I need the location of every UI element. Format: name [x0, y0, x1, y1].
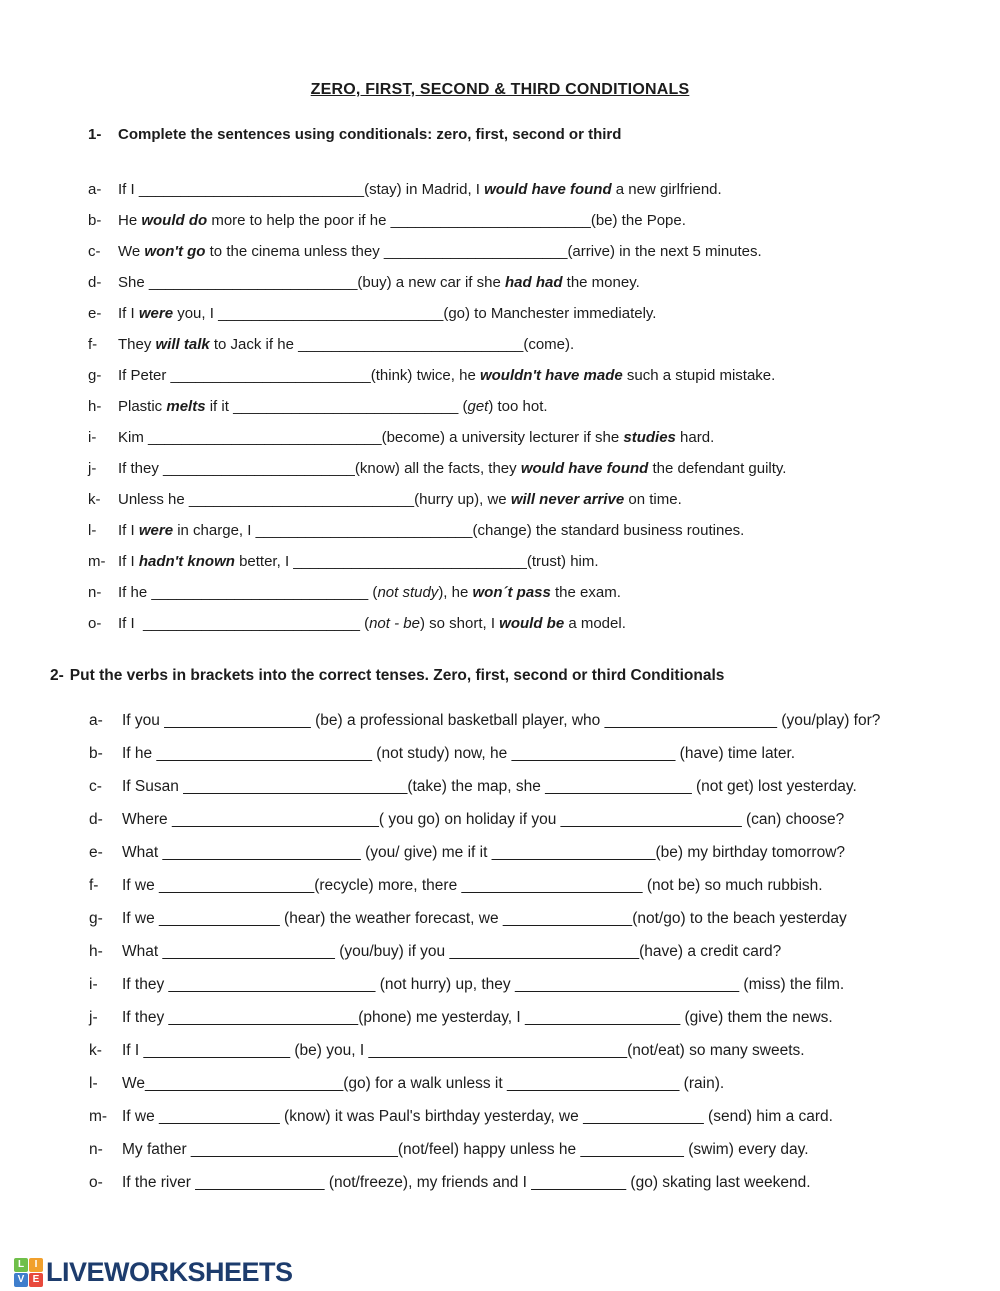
text-segment: (buy) a new car if she	[357, 274, 505, 291]
item-letter: b-	[88, 212, 102, 229]
text-segment: won't go	[144, 243, 206, 260]
blank-line[interactable]: ____________________________	[293, 553, 527, 570]
text-segment: (hurry up), we	[414, 491, 511, 508]
logo-square-l: L	[14, 1258, 28, 1272]
text-segment: If he	[122, 745, 157, 762]
section-1-heading	[88, 125, 1000, 144]
blank-line[interactable]: ________________________	[171, 811, 379, 828]
text-segment: get	[467, 398, 489, 415]
exercise-list	[89, 704, 1000, 1199]
section-heading-text: Complete the sentences using conditionals: zero, first, second or third	[118, 126, 622, 143]
text-segment: (become) a university lecturer if she	[381, 429, 624, 446]
text-segment: What	[122, 844, 163, 861]
text-segment: (come).	[523, 336, 575, 353]
exercise-list	[88, 174, 1000, 639]
item-letter: m-	[88, 553, 106, 570]
text-segment: (go) skating last weekend.	[626, 1174, 811, 1191]
text-segment: (swim) every day.	[683, 1141, 809, 1158]
text-segment: wouldn't have made	[479, 367, 623, 384]
exercise-item-j	[89, 1001, 1000, 1034]
text-segment: We	[122, 1075, 145, 1092]
text-segment: ) so short, I	[419, 615, 500, 632]
text-segment: She	[118, 274, 149, 291]
text-segment: on time.	[624, 491, 682, 508]
blank-line[interactable]: _____________________	[461, 877, 643, 894]
exercise-item-l	[89, 1067, 1000, 1100]
item-letter: i-	[89, 976, 98, 993]
item-letter: f-	[88, 336, 98, 353]
logo-text: LIVEWORKSHEETS	[46, 1257, 293, 1287]
text-segment: such a stupid mistake.	[622, 367, 776, 384]
text-segment: hadn't known	[138, 553, 235, 570]
text-segment: the defendant guilty.	[648, 460, 787, 477]
blank-line[interactable]: ____________________	[506, 1075, 680, 1092]
text-segment: (know) all the facts, they	[354, 460, 521, 477]
blank-line[interactable]: ___________________	[491, 844, 656, 861]
text-segment: (phone) me yesterday, I	[358, 1009, 526, 1026]
item-letter: k-	[89, 1042, 102, 1059]
exercise-item-c	[88, 236, 1000, 267]
item-letter: o-	[88, 615, 102, 632]
blank-line[interactable]: ______________________	[383, 243, 568, 260]
exercise-item-c	[89, 770, 1000, 803]
item-letter: n-	[89, 1141, 103, 1158]
text-segment: If Peter	[118, 367, 171, 384]
liveworksheets-logo-icon	[14, 1258, 43, 1287]
exercise-item-b	[88, 205, 1000, 236]
text-segment: (be) my birthday tomorrow?	[655, 844, 846, 861]
text-segment: were	[138, 305, 174, 322]
text-segment: ) too hot.	[488, 398, 548, 415]
text-segment: (not/feel) happy unless he	[397, 1141, 581, 1158]
item-letter: h-	[89, 943, 103, 960]
text-segment: If I	[118, 522, 139, 539]
item-letter: e-	[89, 844, 103, 861]
worksheet-title: ZERO, FIRST, SECOND & THIRD CONDITIONALS	[310, 81, 690, 98]
text-segment: (recycle) more, there	[314, 877, 462, 894]
text-segment: If you	[122, 712, 165, 729]
item-letter: b-	[89, 745, 103, 762]
blank-line[interactable]: ___________________________	[298, 336, 524, 353]
text-segment: If we	[122, 877, 160, 894]
text-segment: If we	[122, 1108, 160, 1125]
blank-line[interactable]: ____________________	[162, 943, 335, 960]
text-segment: better, I	[234, 553, 294, 570]
item-letter: d-	[89, 811, 103, 828]
blank-line[interactable]: _______________________	[144, 1075, 344, 1092]
text-segment: (	[458, 398, 468, 415]
text-segment: not study	[377, 584, 439, 601]
text-segment: If we	[122, 910, 160, 927]
text-segment: not - be	[369, 615, 420, 632]
exercise-item-i	[89, 968, 1000, 1001]
blank-line[interactable]: _________________	[545, 778, 692, 795]
blank-line[interactable]: ____________________________	[148, 429, 382, 446]
section-2-heading	[50, 666, 1000, 685]
blank-line[interactable]: _________________	[164, 712, 311, 729]
text-segment: would have found	[520, 460, 649, 477]
section-number: 2-	[50, 667, 64, 684]
exercise-item-k	[88, 484, 1000, 515]
item-letter: l-	[89, 1075, 98, 1092]
text-segment: (can) choose?	[741, 811, 845, 828]
exercise-item-f	[88, 329, 1000, 360]
item-letter: g-	[89, 910, 103, 927]
exercise-item-e	[88, 298, 1000, 329]
blank-line[interactable]: ___________________________	[138, 181, 365, 198]
exercise-item-k	[89, 1034, 1000, 1067]
text-segment: (	[359, 615, 370, 632]
item-letter: n-	[88, 584, 102, 601]
text-segment: (give) them the news.	[680, 1009, 833, 1026]
blank-line[interactable]: __________________	[525, 1009, 681, 1026]
text-segment: had had	[504, 274, 563, 291]
text-segment: He	[118, 212, 142, 229]
exercise-item-m	[89, 1100, 1000, 1133]
text-segment: If they	[118, 460, 164, 477]
exercise-item-h	[88, 391, 1000, 422]
text-segment: will talk	[155, 336, 210, 353]
exercise-item-n	[89, 1133, 1000, 1166]
text-segment: (be) the Pope.	[590, 212, 686, 229]
text-segment: If the river	[122, 1174, 196, 1191]
text-segment: We	[118, 243, 145, 260]
exercise-sections	[0, 125, 1000, 1199]
item-letter: i-	[88, 429, 97, 446]
text-segment: won´t pass	[472, 584, 551, 601]
text-segment: a new girlfriend.	[611, 181, 722, 198]
exercise-item-a	[88, 174, 1000, 205]
exercise-item-a	[89, 704, 1000, 737]
item-letter: m-	[89, 1108, 108, 1125]
item-letter: d-	[88, 274, 102, 291]
text-segment: if it	[205, 398, 234, 415]
text-segment: (have) time later.	[675, 745, 796, 762]
exercise-item-m	[88, 546, 1000, 577]
logo-square-e: E	[29, 1273, 43, 1287]
text-segment: would do	[141, 212, 208, 229]
blank-line[interactable]: ___________________________	[233, 398, 459, 415]
blank-line[interactable]: ______________________	[449, 943, 640, 960]
exercise-item-d	[89, 803, 1000, 836]
logo-square-v: V	[14, 1273, 28, 1287]
exercise-item-g	[88, 360, 1000, 391]
text-segment: a model.	[564, 615, 626, 632]
text-segment: My father	[122, 1141, 191, 1158]
item-letter: a-	[89, 712, 103, 729]
exercise-item-i	[88, 422, 1000, 453]
item-letter: f-	[89, 877, 99, 894]
blank-line[interactable]: ___________________________	[188, 491, 415, 508]
text-segment: would have found	[484, 181, 612, 198]
text-segment: If Susan	[122, 778, 184, 795]
exercise-item-l	[88, 515, 1000, 546]
text-segment: If I	[118, 305, 139, 322]
blank-line[interactable]: _________________	[143, 1042, 291, 1059]
text-segment: to Jack if he	[209, 336, 299, 353]
text-segment: the exam.	[550, 584, 621, 601]
text-segment: (not/eat) so many sweets.	[627, 1042, 805, 1059]
text-segment: (not be) so much rubbish.	[642, 877, 823, 894]
section-heading-text: Put the verbs in brackets into the correct tenses. Zero, first, second or third Conditionals	[69, 667, 725, 684]
text-segment: in charge, I	[173, 522, 256, 539]
blank-line[interactable]: _______________________	[163, 460, 355, 477]
text-segment: you, I	[173, 305, 219, 322]
item-letter: o-	[89, 1174, 103, 1191]
blank-line[interactable]: _______________________	[162, 844, 361, 861]
text-segment: to the cinema unless they	[205, 243, 384, 260]
blank-line[interactable]: __________________	[159, 877, 315, 894]
text-segment: the money.	[562, 274, 640, 291]
blank-line[interactable]: ________________________	[190, 1141, 398, 1158]
text-segment: more to help the poor if he	[207, 212, 391, 229]
text-segment: Kim	[118, 429, 148, 446]
blank-line[interactable]: ________________________	[170, 367, 371, 384]
item-letter: l-	[88, 522, 97, 539]
text-segment: Unless he	[118, 491, 189, 508]
blank-line[interactable]: __________________________	[183, 778, 408, 795]
blank-line[interactable]: __________________________	[143, 615, 360, 632]
text-segment: (	[368, 584, 378, 601]
item-letter: c-	[88, 243, 101, 260]
item-letter: a-	[88, 181, 102, 198]
text-segment: (arrive) in the next 5 minutes.	[567, 243, 762, 260]
text-segment: (not hurry) up, they	[375, 976, 515, 993]
text-segment: (change) the standard business routines.	[472, 522, 745, 539]
blank-line[interactable]: __________________________	[255, 522, 473, 539]
blank-line[interactable]: ______________________	[168, 1009, 359, 1026]
text-segment: (trust) him.	[526, 553, 599, 570]
text-segment: (not study) now, he	[371, 745, 512, 762]
text-segment: If they	[122, 976, 169, 993]
blank-line[interactable]: ____________________	[604, 712, 777, 729]
section-number: 1-	[88, 126, 102, 143]
text-segment: (go) to Manchester immediately.	[443, 305, 657, 322]
text-segment: ), he	[438, 584, 473, 601]
text-segment: (go) for a walk unless it	[343, 1075, 507, 1092]
text-segment: (not/go) to the beach yesterday	[632, 910, 847, 927]
item-letter: k-	[88, 491, 101, 508]
liveworksheets-logo[interactable]	[14, 1258, 293, 1287]
item-letter: h-	[88, 398, 102, 415]
blank-line[interactable]: ________________________	[168, 976, 376, 993]
exercise-item-d	[88, 267, 1000, 298]
exercise-item-j	[88, 453, 1000, 484]
text-segment: (be) you, I	[290, 1042, 369, 1059]
text-segment: (not get) lost yesterday.	[691, 778, 857, 795]
blank-line[interactable]: ______________________________	[368, 1042, 628, 1059]
text-segment: Plastic	[118, 398, 167, 415]
text-segment: melts	[166, 398, 206, 415]
item-letter: j-	[89, 1009, 98, 1026]
blank-line[interactable]: ____________	[580, 1141, 684, 1158]
text-segment: were	[138, 522, 174, 539]
blank-line[interactable]: _____________________	[560, 811, 742, 828]
blank-line[interactable]: ___________	[531, 1174, 627, 1191]
text-segment: If I	[118, 615, 144, 632]
blank-line[interactable]: ______________	[159, 1108, 280, 1125]
section-1	[0, 125, 1000, 639]
blank-line[interactable]: ______________	[159, 910, 280, 927]
blank-line[interactable]: ________________________	[390, 212, 591, 229]
exercise-item-g	[89, 902, 1000, 935]
exercise-item-o	[89, 1166, 1000, 1199]
text-segment: If I	[122, 1042, 144, 1059]
text-segment: (you/play) for?	[777, 712, 881, 729]
item-letter: g-	[88, 367, 102, 384]
exercise-item-n	[88, 577, 1000, 608]
blank-line[interactable]: _______________	[502, 910, 633, 927]
exercise-item-e	[89, 836, 1000, 869]
text-segment: (hear) the weather forecast, we	[279, 910, 503, 927]
text-segment: They	[118, 336, 156, 353]
text-segment: (take) the map, she	[407, 778, 546, 795]
item-letter: e-	[88, 305, 102, 322]
text-segment: (not/freeze), my friends and I	[324, 1174, 532, 1191]
blank-line[interactable]: _________________________	[156, 745, 372, 762]
text-segment: (have) a credit card?	[639, 943, 782, 960]
text-segment: (miss) the film.	[739, 976, 845, 993]
blank-line[interactable]: ___________________________	[218, 305, 444, 322]
exercise-item-f	[89, 869, 1000, 902]
text-segment: (stay) in Madrid, I	[364, 181, 485, 198]
blank-line[interactable]: _________________________	[148, 274, 358, 291]
logo-square-i: I	[29, 1258, 43, 1272]
text-segment: hard.	[675, 429, 715, 446]
text-segment: would be	[499, 615, 565, 632]
section-2	[0, 666, 1000, 1199]
text-segment: If I	[118, 553, 139, 570]
text-segment: studies	[623, 429, 676, 446]
text-segment: (be) a professional basketball player, who	[310, 712, 605, 729]
text-segment: (you/ give) me if it	[360, 844, 492, 861]
text-segment: Where	[122, 811, 172, 828]
exercise-item-o	[88, 608, 1000, 639]
text-segment: (know) it was Paul's birthday yesterday, we	[279, 1108, 584, 1125]
blank-line[interactable]: ______________	[583, 1108, 704, 1125]
blank-line[interactable]: _______________	[195, 1174, 325, 1191]
text-segment: (rain).	[679, 1075, 725, 1092]
text-segment: What	[122, 943, 163, 960]
text-segment: If he	[118, 584, 152, 601]
item-letter: c-	[89, 778, 102, 795]
text-segment: (think) twice, he	[370, 367, 480, 384]
item-letter: j-	[88, 460, 97, 477]
text-segment: If they	[122, 1009, 169, 1026]
blank-line[interactable]: __________________________	[151, 584, 369, 601]
exercise-item-h	[89, 935, 1000, 968]
blank-line[interactable]: __________________________	[514, 976, 740, 993]
text-segment: If I	[118, 181, 139, 198]
exercise-item-b	[89, 737, 1000, 770]
text-segment: (send) him a card.	[703, 1108, 833, 1125]
text-segment: ( you go) on holiday if you	[378, 811, 561, 828]
blank-line[interactable]: ___________________	[511, 745, 676, 762]
text-segment: will never arrive	[510, 491, 625, 508]
text-segment: (you/buy) if you	[334, 943, 450, 960]
